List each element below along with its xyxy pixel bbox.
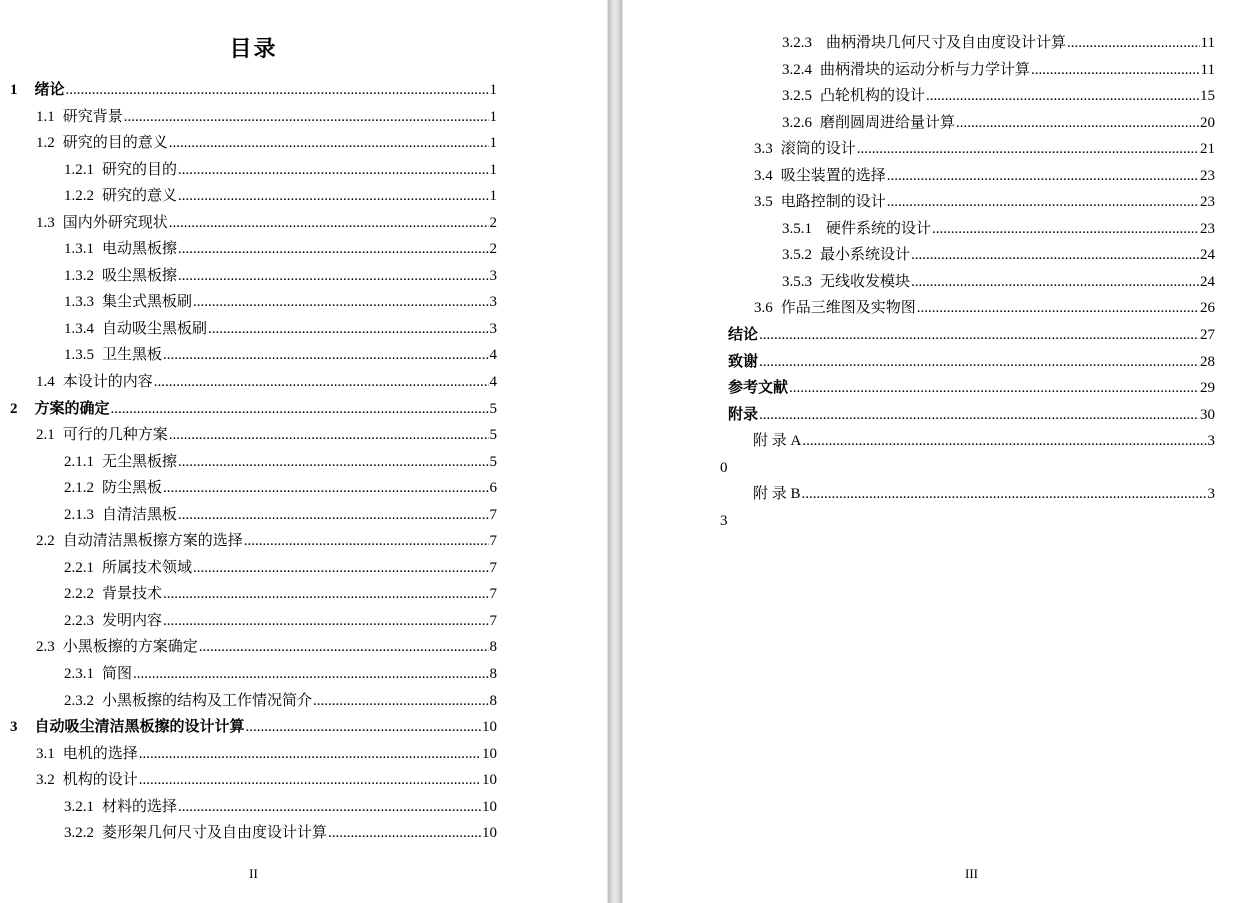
entry-page-number: 5	[489, 427, 497, 444]
entry-title: 背景技术	[102, 586, 163, 603]
entry-number: 1.3.1	[64, 241, 94, 258]
entry-page-number: 10	[482, 719, 497, 736]
entry-number: 2.2.3	[64, 612, 94, 629]
entry-number: 1.3.5	[64, 347, 94, 364]
toc-entry[interactable]	[728, 242, 1215, 269]
entry-number: 1.3	[36, 214, 55, 231]
entry-page-number: 24	[1200, 247, 1215, 264]
entry-number: 3.5	[754, 194, 773, 211]
dot-leader	[163, 608, 488, 635]
toc-entry[interactable]	[10, 396, 497, 423]
entry-number: 1.2.1	[64, 161, 94, 178]
toc-entry-wrapped-digit	[720, 508, 1215, 535]
dot-leader	[139, 741, 481, 768]
toc-entry[interactable]	[10, 449, 497, 476]
entry-page-number: 1	[489, 82, 497, 98]
entry-page-number: 27	[1200, 327, 1215, 344]
toc-entry[interactable]	[10, 289, 497, 316]
entry-page-number: 8	[489, 639, 497, 656]
toc-entry[interactable]	[10, 555, 497, 582]
entry-title: 无尘黑板擦	[102, 453, 178, 470]
entry-page-number: 3	[489, 267, 497, 284]
toc-entry[interactable]	[728, 375, 1215, 402]
entry-title: 自动吸尘黑板刷	[102, 320, 208, 337]
entry-title: 电路控制的设计	[780, 194, 886, 211]
entry-page-number: 30	[1200, 406, 1215, 423]
dot-leader	[178, 157, 488, 184]
entry-title: 吸尘黑板擦	[102, 267, 178, 284]
entry-page-number: 23	[1200, 194, 1215, 211]
dot-leader	[163, 342, 488, 369]
dot-leader	[802, 428, 1206, 455]
entry-number: 3.2.5	[782, 88, 812, 105]
toc-entry[interactable]	[10, 767, 497, 794]
toc-left-page-entries	[10, 77, 497, 847]
entry-number: 3.2.3	[782, 35, 812, 51]
entry-page-number: 10	[482, 772, 497, 789]
entry-page-number: 2	[489, 214, 497, 231]
dot-leader	[328, 820, 481, 847]
entry-page-number: 6	[489, 480, 497, 497]
page-divider	[607, 0, 623, 903]
entry-page-number: 29	[1200, 380, 1215, 397]
entry-number: 1.3.2	[64, 267, 94, 284]
entry-number: 3	[10, 719, 18, 736]
entry-number: 3.2.4	[782, 61, 812, 78]
entry-number: 1.2	[36, 135, 55, 152]
entry-number: 2.1	[36, 427, 55, 444]
entry-number: 3.5.1	[782, 220, 812, 237]
entry-number: 1.3.3	[64, 294, 94, 311]
entry-number: 2.2	[36, 533, 55, 550]
entry-number: 3.6	[754, 300, 773, 317]
dot-leader	[887, 189, 1199, 216]
entry-title: 自动吸尘清洁黑板擦的设计计算	[34, 719, 245, 736]
entry-title: 本设计的内容	[62, 374, 153, 391]
entry-title: 3	[720, 512, 728, 529]
entry-number: 3.2.1	[64, 798, 94, 815]
entry-page-number: 23	[1200, 167, 1215, 184]
entry-title: 菱形架几何尺寸及自由度设计计算	[102, 825, 328, 842]
entry-title: 曲柄滑块的运动分析与力学计算	[820, 61, 1031, 78]
entry-page-number: 5	[489, 400, 497, 417]
entry-title: 发明内容	[102, 612, 163, 629]
entry-title: 机构的设计	[62, 772, 138, 789]
entry-page-number: 11	[1200, 35, 1215, 51]
entry-page-number: 24	[1200, 273, 1215, 290]
toc-entry[interactable]	[728, 428, 1215, 455]
toc-title: 目录	[229, 36, 278, 61]
dot-leader	[1067, 30, 1200, 57]
toc-entry[interactable]	[10, 741, 497, 768]
entry-number: 1	[10, 82, 18, 98]
dot-leader	[246, 714, 481, 741]
entry-title: 吸尘装置的选择	[780, 167, 886, 184]
entry-title: 最小系统设计	[820, 247, 911, 264]
entry-title: 磨削圆周进给量计算	[820, 114, 956, 131]
toc-entry[interactable]	[10, 714, 497, 741]
entry-title: 凸轮机构的设计	[820, 88, 926, 105]
dot-leader	[199, 634, 489, 661]
entry-page-number: 5	[489, 453, 497, 470]
entry-title: 作品三维图及实物图	[780, 300, 916, 317]
toc-entry[interactable]	[10, 104, 497, 131]
entry-page-number: 1	[489, 108, 497, 125]
entry-page-number: 21	[1200, 141, 1215, 158]
entry-number: 1.4	[36, 374, 55, 391]
dot-leader	[169, 210, 489, 237]
dot-leader	[178, 236, 488, 263]
dot-leader	[208, 316, 488, 343]
dot-leader	[178, 502, 488, 529]
entry-title: 集尘式黑板刷	[102, 294, 193, 311]
entry-title: 0	[720, 459, 728, 476]
entry-page-number: 7	[489, 559, 497, 576]
toc-entry[interactable]	[728, 189, 1215, 216]
page-number-left: II	[249, 866, 258, 881]
entry-title: 电机的选择	[62, 745, 138, 762]
entry-title: 小黑板擦的结构及工作情况简介	[102, 692, 313, 709]
entry-number: 2	[10, 400, 18, 417]
toc-entry[interactable]	[728, 57, 1215, 84]
entry-number: 2.2.2	[64, 586, 94, 603]
dot-leader	[759, 402, 1199, 429]
dot-leader	[169, 422, 489, 449]
dot-leader	[111, 396, 489, 423]
toc-entry[interactable]	[10, 316, 497, 343]
page-number-right: III	[965, 866, 978, 881]
entry-title: 硬件系统的设计	[826, 220, 932, 237]
entry-number: 1.3.4	[64, 320, 94, 337]
toc-entry[interactable]	[728, 402, 1215, 429]
entry-page-number: 10	[482, 745, 497, 762]
entry-page-number: 23	[1200, 220, 1215, 237]
dot-leader	[178, 183, 488, 210]
dot-leader	[911, 242, 1199, 269]
dot-leader	[163, 475, 488, 502]
entry-page-number: 1	[489, 135, 497, 152]
entry-title: 曲柄滑块几何尺寸及自由度设计计算	[826, 35, 1067, 51]
entry-page-number: 1	[489, 188, 497, 205]
toc-entry[interactable]	[10, 130, 497, 157]
entry-title: 所属技术领域	[102, 559, 193, 576]
toc-entry[interactable]	[728, 216, 1215, 243]
entry-page-number: 10	[482, 825, 497, 842]
dot-leader	[66, 77, 489, 104]
dot-leader	[169, 130, 489, 157]
entry-number: 3.2	[36, 772, 55, 789]
dot-leader	[759, 349, 1199, 376]
entry-page-number: 2	[489, 241, 497, 258]
toc-entry[interactable]	[10, 634, 497, 661]
toc-entry[interactable]	[728, 295, 1215, 322]
entry-page-number: 28	[1200, 353, 1215, 370]
dot-leader	[926, 83, 1199, 110]
entry-number: 3.4	[754, 167, 773, 184]
toc-entry[interactable]	[728, 349, 1215, 376]
entry-title: 研究的目的	[102, 161, 178, 178]
entry-page-number: 3	[489, 320, 497, 337]
dot-leader	[163, 581, 488, 608]
entry-title: 附 录 B	[753, 486, 801, 503]
entry-number: 1.2.2	[64, 188, 94, 205]
dot-leader	[911, 269, 1199, 296]
entry-number: 1.1	[36, 108, 55, 125]
toc-entry[interactable]	[728, 83, 1215, 110]
entry-title: 研究的目的意义	[62, 135, 168, 152]
toc-entry[interactable]	[728, 481, 1215, 508]
toc-entry[interactable]	[10, 820, 497, 847]
entry-title: 参考文献	[728, 380, 789, 397]
entry-page-number: 3	[1207, 433, 1215, 450]
toc-entry[interactable]	[10, 475, 497, 502]
entry-title: 绪论	[34, 82, 65, 98]
entry-page-number: 4	[489, 347, 497, 364]
dot-leader	[917, 295, 1199, 322]
toc-entry[interactable]	[10, 369, 497, 396]
toc-entry[interactable]	[10, 581, 497, 608]
entry-page-number: 3	[489, 294, 497, 311]
toc-entry-wrapped-digit	[720, 455, 1215, 482]
entry-title: 研究的意义	[102, 188, 178, 205]
entry-number: 3.5.3	[782, 273, 812, 290]
dot-leader	[244, 528, 489, 555]
entry-page-number: 1	[489, 161, 497, 178]
dot-leader	[1031, 57, 1200, 84]
entry-page-number: 7	[489, 506, 497, 523]
dot-leader	[133, 661, 488, 688]
toc-entry[interactable]	[728, 163, 1215, 190]
entry-title: 卫生黑板	[102, 347, 163, 364]
entry-number: 2.1.2	[64, 480, 94, 497]
entry-title: 防尘黑板	[102, 480, 163, 497]
entry-page-number: 7	[489, 533, 497, 550]
entry-number: 3.3	[754, 141, 773, 158]
toc-entry[interactable]	[10, 422, 497, 449]
entry-title: 致谢	[728, 353, 759, 370]
entry-title: 小黑板擦的方案确定	[62, 639, 198, 656]
entry-number: 2.1.1	[64, 453, 94, 470]
toc-entry[interactable]	[10, 236, 497, 263]
entry-page-number: 8	[489, 692, 497, 709]
entry-number: 3.2.2	[64, 825, 94, 842]
entry-number: 3.2.6	[782, 114, 812, 131]
toc-entry[interactable]	[10, 794, 497, 821]
toc-entry[interactable]	[10, 688, 497, 715]
toc-entry[interactable]	[10, 183, 497, 210]
dot-leader	[759, 322, 1199, 349]
dot-leader	[313, 688, 488, 715]
entry-number: 2.3.2	[64, 692, 94, 709]
dot-leader	[124, 104, 489, 131]
dot-leader	[178, 263, 488, 290]
entry-number: 3.5.2	[782, 247, 812, 264]
entry-title: 结论	[728, 327, 759, 344]
entry-title: 滚筒的设计	[780, 141, 856, 158]
dot-leader	[857, 136, 1199, 163]
entry-title: 自清洁黑板	[102, 506, 178, 523]
toc-entry[interactable]	[728, 30, 1215, 57]
toc-entry[interactable]	[728, 110, 1215, 137]
dot-leader	[887, 163, 1199, 190]
dot-leader	[193, 289, 488, 316]
dot-leader	[956, 110, 1199, 137]
entry-title: 自动清洁黑板擦方案的选择	[62, 533, 243, 550]
entry-page-number: 20	[1200, 114, 1215, 131]
toc-entry[interactable]	[728, 322, 1215, 349]
entry-page-number: 3	[1207, 486, 1215, 503]
entry-title: 国内外研究现状	[62, 214, 168, 231]
dot-leader	[802, 481, 1207, 508]
entry-page-number: 15	[1200, 88, 1215, 105]
toc-entry[interactable]	[10, 210, 497, 237]
toc-entry[interactable]	[10, 342, 497, 369]
toc-right-page-entries	[720, 30, 1215, 534]
toc-entry[interactable]	[10, 502, 497, 529]
entry-title: 研究背景	[62, 108, 123, 125]
entry-title: 附录	[728, 406, 759, 423]
toc-entry[interactable]	[728, 269, 1215, 296]
entry-number: 2.3.1	[64, 666, 94, 683]
entry-number: 2.2.1	[64, 559, 94, 576]
dot-leader	[178, 449, 488, 476]
entry-title: 方案的确定	[34, 400, 110, 417]
entry-title: 电动黑板擦	[102, 241, 178, 258]
dot-leader	[193, 555, 488, 582]
dot-leader	[932, 216, 1199, 243]
entry-title: 无线收发模块	[820, 273, 911, 290]
toc-entry[interactable]	[10, 77, 497, 104]
entry-number: 3.1	[36, 745, 55, 762]
toc-entry[interactable]	[10, 528, 497, 555]
dot-leader	[789, 375, 1199, 402]
entry-page-number: 7	[489, 612, 497, 629]
toc-entry[interactable]	[728, 136, 1215, 163]
entry-page-number: 4	[489, 374, 497, 391]
entry-title: 简图	[102, 666, 133, 683]
entry-title: 附 录 A	[753, 433, 802, 450]
toc-entry[interactable]	[10, 263, 497, 290]
dot-leader	[154, 369, 489, 396]
entry-number: 2.3	[36, 639, 55, 656]
entry-page-number: 10	[482, 798, 497, 815]
entry-page-number: 26	[1200, 300, 1215, 317]
toc-entry[interactable]	[10, 608, 497, 635]
entry-page-number: 11	[1200, 61, 1215, 78]
entry-title: 可行的几种方案	[62, 427, 168, 444]
entry-page-number: 8	[489, 666, 497, 683]
toc-entry[interactable]	[10, 157, 497, 184]
entry-title: 材料的选择	[102, 798, 178, 815]
toc-entry[interactable]	[10, 661, 497, 688]
dot-leader	[139, 767, 481, 794]
entry-number: 2.1.3	[64, 506, 94, 523]
entry-page-number: 7	[489, 586, 497, 603]
dot-leader	[178, 794, 481, 821]
